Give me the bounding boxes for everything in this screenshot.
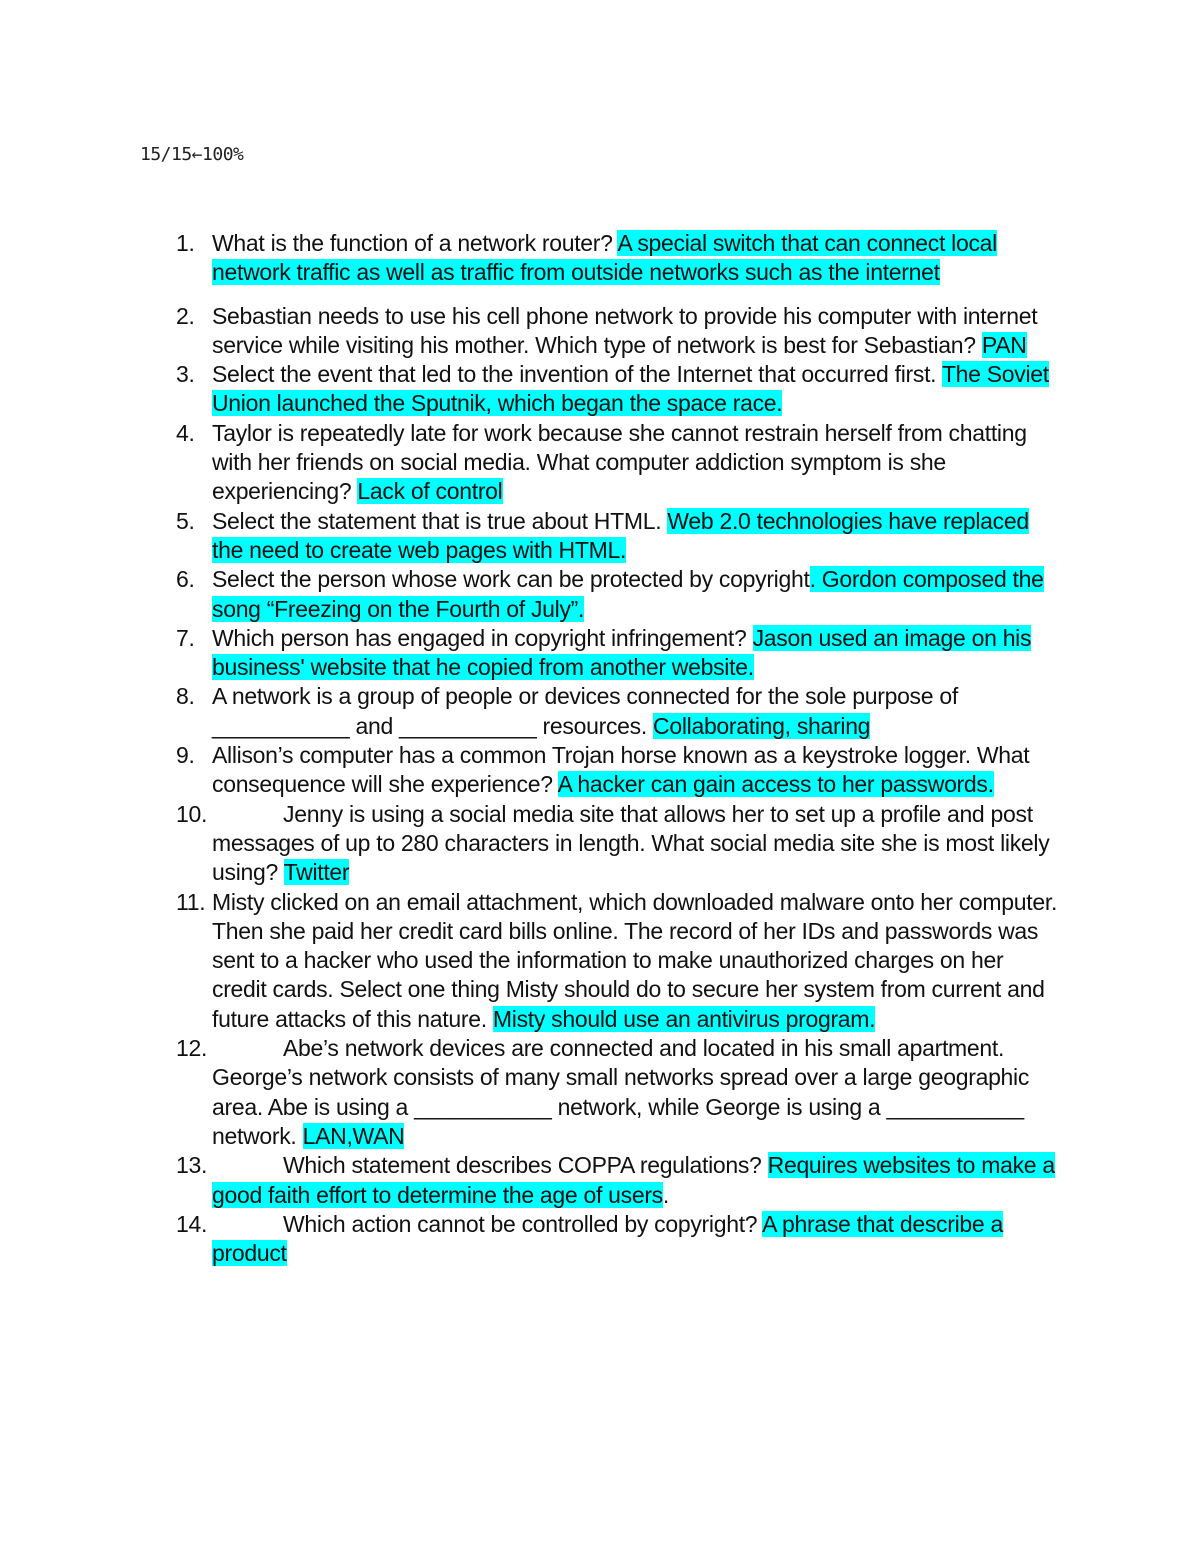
highlighted-answer: A special switch that can connect local network traffic as well as traffic from outside networks such as the internet [212,230,997,286]
question-number: 9. [176,742,195,769]
question-text: A network is a group of people or devices connected for the sole purpose of ___________ and ___________ resources. [212,683,958,739]
question-number: 12. [176,1035,208,1062]
question-text: Which action cannot be controlled by copyright? [283,1210,763,1237]
question-number: 8. [176,683,195,710]
highlighted-answer: The Soviet Union launched the Sputnik, which began the space race. [212,361,1049,417]
question-item [176,565,1062,624]
score-header: 15/15←100% [140,144,244,165]
question-body [212,741,1062,800]
highlighted-answer: Collaborating, sharing [653,712,871,739]
highlighted-answer: Web 2.0 technologies have replaced the need to create web pages with HTML. [212,507,1029,563]
highlighted-answer: Misty should use an antivirus program. [492,1005,876,1032]
question-item [176,419,1062,507]
question-item [176,682,1062,741]
highlighted-answer: LAN,WAN [302,1122,405,1149]
highlighted-answer: Lack of control [357,478,503,505]
question-item [176,360,1062,419]
question-number: 14. [176,1210,208,1237]
highlighted-answer: Jason used an image on his business' website that he copied from another website. [212,624,1032,681]
question-text: Which person has engaged in copyright infringement? [212,624,753,651]
question-text: Select the event that led to the invention of the Internet that occurred first. [212,361,942,388]
question-item [176,302,1062,361]
question-text: Jenny is using a social media site that allows her to set up a profile and post messages of up to 280 characters in length. What social media site she is most likely using? [212,800,1050,886]
question-text: Select the statement that is true about HTML. [212,507,668,534]
question-number: 11. [176,888,206,915]
question-text: Abe’s network devices are connected and located in his small apartment. George’s network consists of many small networks spread over a large geographic area. Abe is using a ___________ network, while George is using a ___________ network. [212,1035,1030,1149]
question-body [212,507,1062,566]
question-item [176,800,1062,888]
question-item [176,507,1062,566]
question-body [212,565,1062,624]
question-number: 1. [176,230,195,256]
question-number: 10. [176,800,208,827]
question-text: Allison’s computer has a common Trojan horse known as a keystroke logger. What consequence will she experience? [212,742,1030,798]
question-number: 13. [176,1152,208,1179]
question-body [212,1151,1062,1210]
question-number: 4. [176,419,195,446]
question-item [176,888,1062,1034]
question-text: Taylor is repeatedly late for work because she cannot restrain herself from chatting with her friends on social media. What computer addiction symptom is she experiencing? [212,419,1027,505]
question-text: Sebastian needs to use his cell phone network to provide his computer with internet service while visiting his mother. Which type of network is best for Sebastian? [212,302,1038,358]
question-number: 7. [176,624,195,651]
question-body [212,419,1062,507]
question-number: 2. [176,302,195,329]
question-item [176,1034,1062,1151]
answer-suffix: . [662,1181,669,1208]
question-body [212,682,1062,741]
question-text: Select the person whose work can be protected by copyright [212,566,810,593]
question-item [176,1151,1062,1210]
question-number: 5. [176,507,195,534]
question-body [212,800,1062,888]
question-list [176,229,1062,1268]
question-body [212,229,1062,288]
question-item [176,1210,1062,1269]
question-body [212,888,1062,1034]
question-text: Misty clicked on an email attachment, which downloaded malware onto her computer. Then she paid her credit card bills online. The record of her IDs and passwords was sent to a hacker who used the information to make unauthorized charges on her credit cards. Select one thing Misty should do to secure her system from current and future attacks of this nature. [212,888,1058,1032]
question-body [212,624,1062,683]
question-body [212,1034,1062,1151]
question-body [212,1210,1062,1269]
question-number: 3. [176,361,195,388]
highlighted-answer: A hacker can gain access to her passwords. [557,771,994,798]
question-number: 6. [176,566,195,593]
question-body [212,302,1062,361]
highlighted-answer: Twitter [283,859,350,886]
highlighted-answer: PAN [981,331,1027,358]
highlighted-answer: A phrase that describe a product [212,1210,1003,1267]
question-item [176,229,1062,288]
highlighted-answer: Requires websites to make a good faith effort to determine the age of users [212,1152,1055,1208]
question-item [176,624,1062,683]
question-item [176,741,1062,800]
question-body [212,360,1062,419]
question-text: What is the function of a network router? [212,230,618,256]
highlighted-answer: . Gordon composed the song “Freezing on the Fourth of July”. [212,566,1044,622]
question-text: Which statement describes COPPA regulations? [283,1152,768,1179]
